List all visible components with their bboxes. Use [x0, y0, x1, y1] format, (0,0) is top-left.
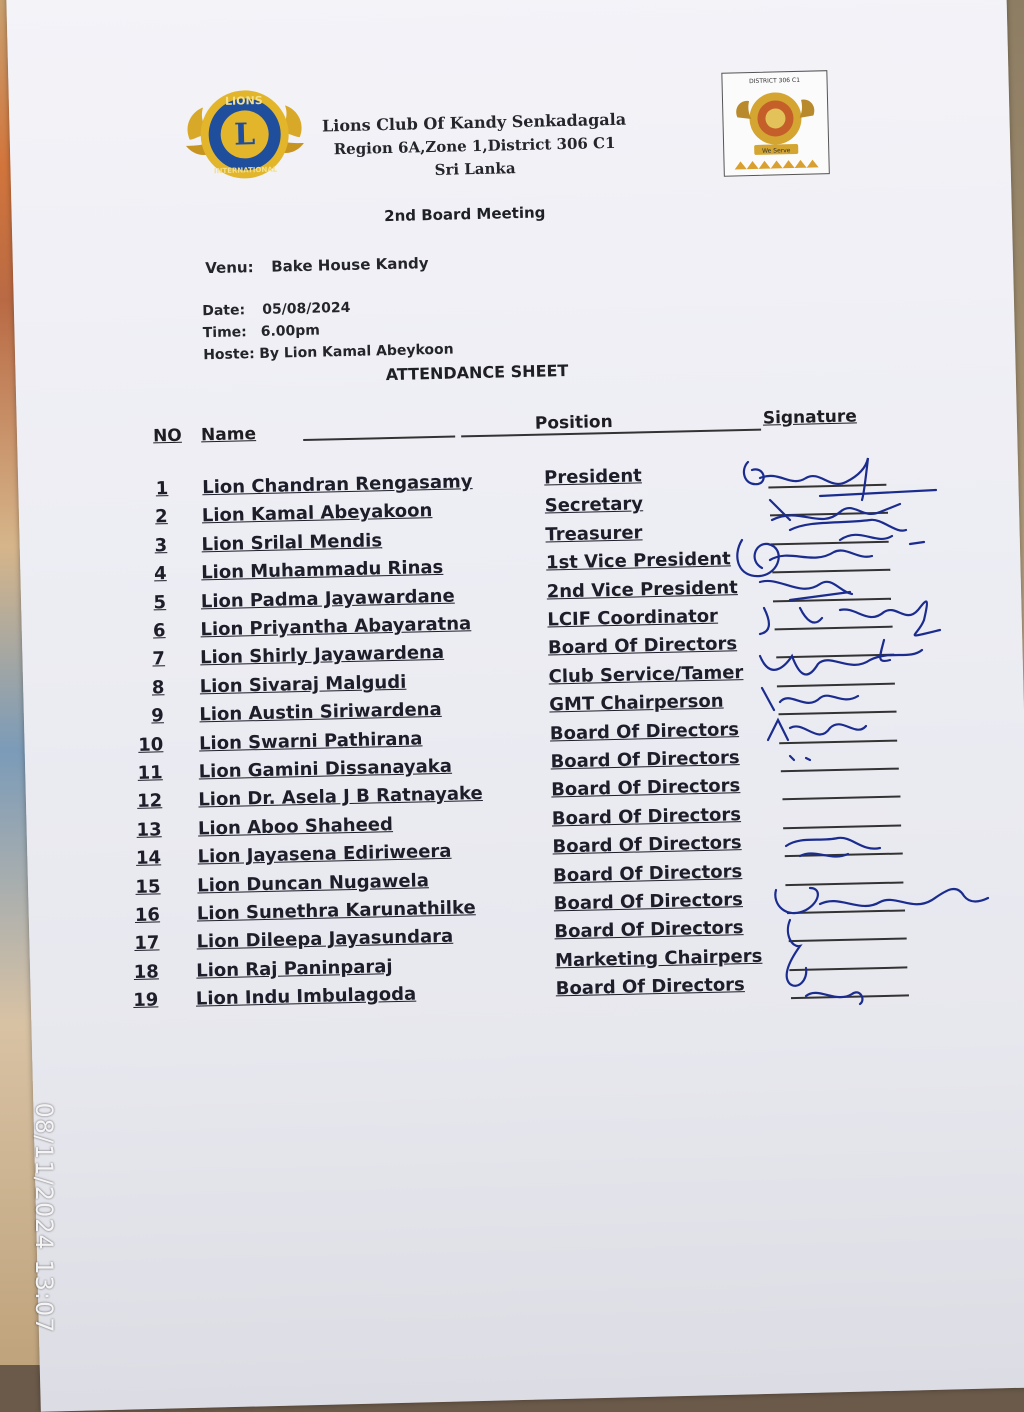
member-name: Lion Jayasena Ediriweera: [197, 840, 452, 868]
host-label: Hoste:: [203, 346, 255, 364]
row-number: 13: [136, 819, 162, 841]
member-name: Lion Muhammadu Rinas: [200, 557, 444, 584]
member-position: Marketing Chairpers: [554, 945, 763, 972]
member-name: Lion Sunethra Karunathilke: [196, 897, 476, 925]
member-position: LCIF Coordinator: [547, 605, 719, 631]
member-position: 2nd Vice President: [546, 576, 738, 603]
member-name: Lion Austin Siriwardena: [199, 699, 442, 726]
svg-text:LIONS: LIONS: [224, 93, 263, 108]
member-name: Lion Kamal Abeyakoon: [201, 500, 433, 527]
date-value: 05/08/2024: [262, 299, 351, 318]
member-position: Board Of Directors: [549, 718, 740, 745]
row-number: 8: [151, 677, 165, 699]
member-name: Lion Padma Jayawardane: [200, 585, 455, 612]
member-name: Lion Shirly Jayawardena: [199, 642, 445, 669]
signature-17: [787, 920, 807, 986]
club-name: Lions Club Of Kandy Senkadagala: [321, 109, 627, 136]
venue-label: Venu:: [205, 258, 254, 278]
row-number: 19: [132, 989, 159, 1012]
signature-1: [744, 458, 936, 500]
signature-2: [770, 500, 900, 520]
row-number: 6: [152, 620, 166, 642]
row-number: 2: [154, 506, 168, 528]
member-position: Board Of Directors: [553, 889, 744, 915]
member-position: 1st Vice President: [545, 548, 731, 574]
row-number: 18: [133, 961, 160, 983]
date-label: Date:: [202, 302, 246, 320]
member-position: Board Of Directors: [550, 747, 740, 773]
time-label: Time:: [202, 324, 247, 342]
signature-10: [790, 756, 810, 760]
svg-text:DISTRICT 306 C1: DISTRICT 306 C1: [749, 76, 801, 86]
member-position: Treasurer: [545, 522, 643, 546]
member-name: Lion Dileepa Jayasundara: [196, 926, 454, 953]
member-position: Secretary: [544, 493, 644, 517]
member-name: Lion Chandran Rengasamy: [202, 471, 473, 499]
member-position: Board Of Directors: [550, 775, 741, 801]
member-position: Club Service/Tamer: [548, 661, 744, 688]
member-name: Lion Srilal Mendis: [201, 530, 383, 556]
member-name: Lion Priyantha Abayaratna: [200, 613, 472, 641]
member-name: Lion Swarni Pathirana: [198, 727, 423, 755]
column-header-name: Name: [200, 424, 257, 446]
row-number: 11: [137, 762, 163, 784]
row-number: 10: [137, 733, 164, 756]
member-position: Board Of Directors: [547, 633, 738, 659]
svg-text:INTERNATIONAL: INTERNATIONAL: [213, 165, 278, 176]
row-number: 12: [136, 790, 163, 813]
venue-value: Bake House Kandy: [271, 254, 429, 276]
row-number: 9: [151, 705, 165, 727]
column-header-position: Position: [534, 411, 613, 434]
member-name: Lion Dr. Asela J B Ratnayake: [198, 783, 483, 811]
member-name: Lion Raj Paninparaj: [195, 955, 393, 982]
signature-16: [775, 888, 988, 913]
row-number: 15: [135, 875, 161, 898]
photo-timestamp: [14, 1101, 74, 1334]
signature-8: [762, 688, 858, 710]
row-number: 3: [154, 534, 168, 557]
member-name: Lion Sivaraj Malgudi: [199, 671, 407, 698]
member-position: Board Of Directors: [552, 832, 742, 858]
row-number: 14: [135, 847, 162, 870]
column-header-signature: Signature: [762, 406, 858, 429]
photo-timestamp-text: 08/11/2024 13:07: [30, 1101, 58, 1334]
signature-9: [768, 720, 866, 740]
member-position: Board Of Directors: [555, 974, 746, 1000]
member-position: Board Of Directors: [554, 917, 744, 943]
member-position: GMT Chairperson: [549, 690, 724, 716]
attendance-sheet-title: ATTENDANCE SHEET: [385, 360, 569, 385]
club-region: Region 6A,Zone 1,District 306 C1: [333, 133, 616, 159]
member-position: Board Of Directors: [551, 803, 742, 830]
signature-14: [786, 838, 880, 857]
row-number: 16: [134, 904, 161, 926]
svg-text:L: L: [233, 117, 256, 153]
member-position: President: [543, 465, 643, 489]
host-value: By Lion Kamal Abeykoon: [259, 341, 454, 362]
member-position: Board Of Directors: [552, 860, 743, 887]
row-number: 4: [153, 563, 167, 585]
row-number: 17: [134, 932, 160, 955]
svg-text:We Serve: We Serve: [761, 147, 791, 155]
signature-4: [737, 540, 872, 576]
time-value: 6.00pm: [260, 322, 321, 340]
member-name: Lion Duncan Nugawela: [197, 869, 430, 897]
signature-5: [760, 581, 852, 600]
column-header-no: NO: [152, 425, 182, 447]
signature-3: [790, 520, 924, 544]
club-country: Sri Lanka: [434, 159, 516, 179]
signature-6: [760, 601, 940, 635]
row-number: 7: [152, 648, 166, 670]
row-number: 5: [153, 591, 167, 614]
meeting-title: 2nd Board Meeting: [383, 203, 546, 226]
member-name: Lion Gamini Dissanayaka: [198, 755, 453, 783]
member-name: Lion Indu Imbulagoda: [195, 983, 417, 1010]
member-name: Lion Aboo Shaheed: [197, 813, 394, 840]
signature-7: [760, 640, 922, 674]
row-number: 1: [155, 478, 169, 500]
signature-19: [806, 992, 862, 1004]
